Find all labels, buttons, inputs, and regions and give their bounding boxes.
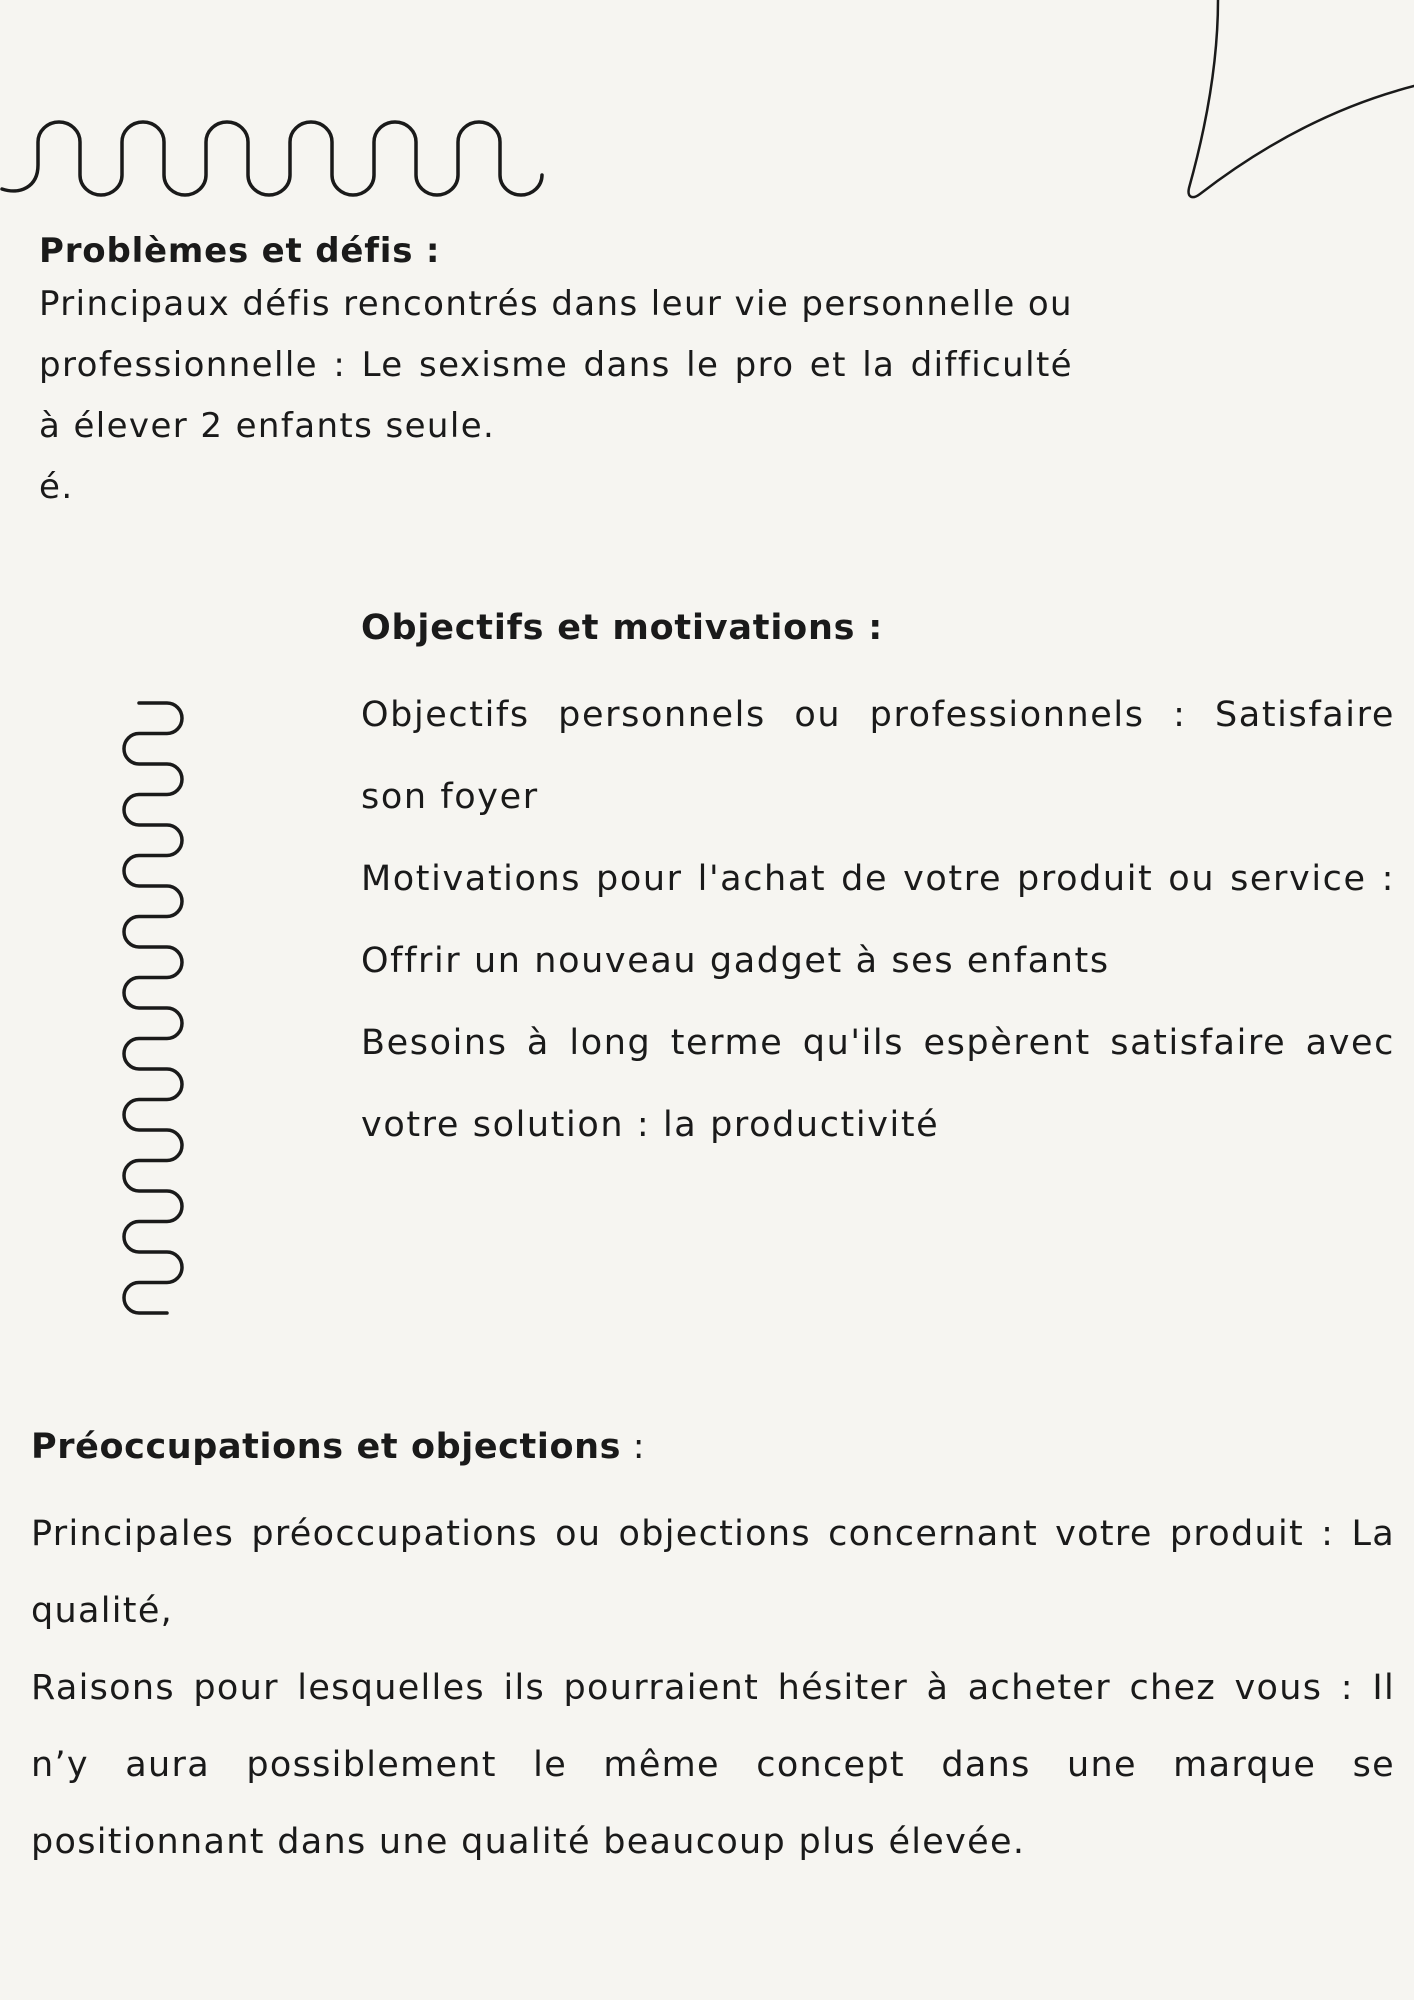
objectives-heading: Objectifs et motivations : [361,608,884,648]
objectives-purchase-motivations: Motivations pour l'achat de votre produit ou service : Offrir un nouveau gadget à ses enfants [361,859,1395,981]
concerns-main-objections: Principales préoccupations ou objections concernant votre produit : La qualité, [31,1514,1395,1631]
objectives-long-term-needs: Besoins à long terme qu'ils espèrent satisfaire avec votre solution : la productivité [361,1023,1395,1145]
horizontal-wave-decoration [0,110,560,210]
corner-curve-decoration [1170,0,1414,210]
problems-trailing-text: é. [39,467,74,507]
concerns-heading-text: Préoccupations et objections [31,1427,622,1467]
problems-body: Principaux défis rencontrés dans leur vie personnelle ou professionnelle : Le sexisme dans le pro et la difficulté à élever 2 enfants seule. [39,284,1073,446]
concerns-heading [31,1419,1395,1475]
problems-section [39,228,1073,518]
objectives-personal-goals: Objectifs personnels ou professionnels : Satisfaire son foyer [361,695,1395,817]
problems-heading: Problèmes et défis : [39,231,441,271]
vertical-wave-decoration [110,695,200,1325]
concerns-hesitation-reasons: Raisons pour lesquelles ils pourraient hésiter à acheter chez vous : Il n’y aura possiblement le même concept dans une marque se positionnant dans une qualité beaucoup plus élevée. [31,1668,1395,1862]
objectives-section [361,602,1395,1166]
concerns-heading-colon: : [621,1427,646,1467]
concerns-section [31,1419,1395,1881]
